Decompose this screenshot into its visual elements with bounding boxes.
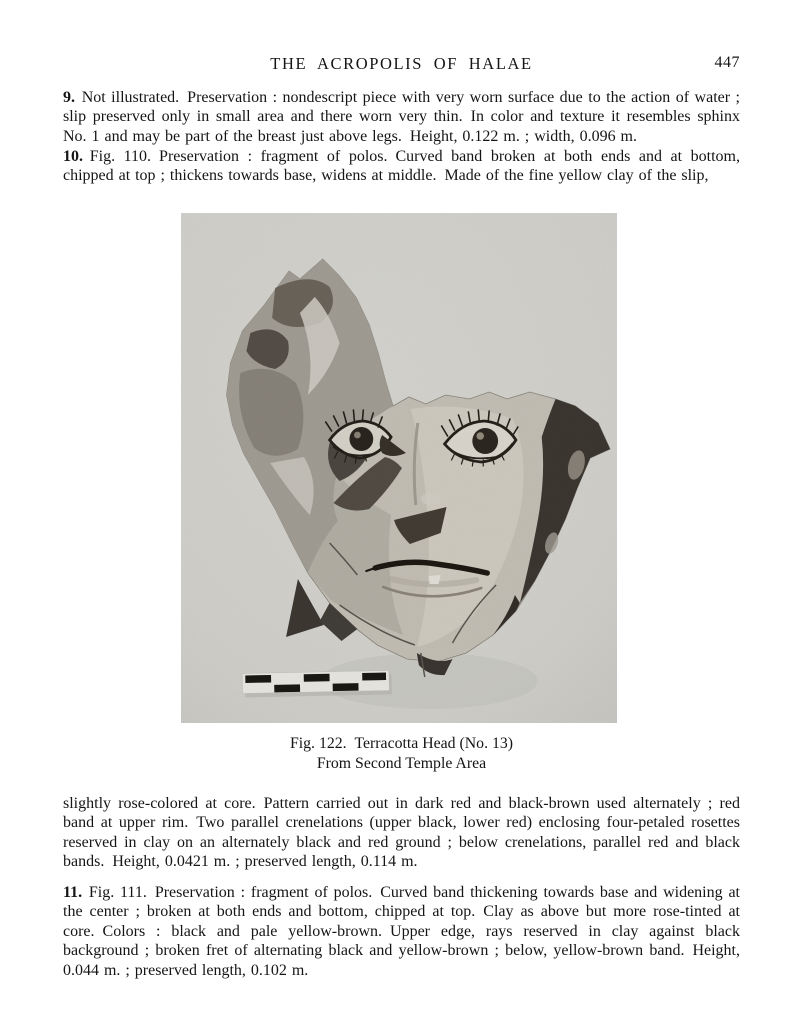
page-title: THE ACROPOLIS OF HALAE xyxy=(270,54,533,73)
figure-caption-line2: From Second Temple Area xyxy=(316,755,487,772)
paragraph-number: 10. xyxy=(63,148,83,165)
figure-caption-line1: Fig. 122. Terracotta Head (No. 13) xyxy=(289,735,514,752)
paragraph-text: slightly rose-colored at core. Pattern carried out in dark red and black-brown used alternately ; red band at upper rim. Two parallel crenelations (upper black, lower red) enclosing four-petaled rosettes reserved in clay on an alternately black and red ground ; below crenelations, parallel red and black bands. Height, 0.0421 m. ; preserved length, 0.114 m. xyxy=(63,795,740,871)
terracotta-head-illustration xyxy=(181,213,617,723)
paragraph-number: 11. xyxy=(63,884,83,901)
paragraph-text: Fig. 110. Preservation : fragment of polos. Curved band broken at both ends and at bottom, chipped at top ; thickens towards base, widens at middle. Made of the fine yellow clay of the slip, xyxy=(63,148,740,185)
paragraph-continuation xyxy=(63,794,740,872)
page-number: 447 xyxy=(714,54,740,71)
paragraph-text: Fig. 111. Preservation : fragment of polos. Curved band thickening towards base and widening at the center ; broken at both ends and bottom, chipped at top. Clay as above but more rose-tinted at core. Colors : black and pale yellow-brown. Upper edge, rays reserved in clay against black background ; broken fret of alternating black and yellow-brown ; below, yellow-brown band. Height, 0.044 m. ; preserved length, 0.102 m. xyxy=(63,884,740,979)
paragraph-text: Not illustrated. Preservation : nondescript piece with very worn surface due to the action of water ; slip preserved only in small area and there worn very thin. In color and texture it resembles sphinx No. 1 and may be part of the breast just above legs. Height, 0.122 m. ; width, 0.096 m. xyxy=(63,89,740,145)
photo-grain xyxy=(181,213,617,723)
figure-caption xyxy=(63,734,740,774)
figure-photo xyxy=(181,213,617,723)
paragraph-entry-10 xyxy=(63,147,740,186)
paragraph-entry-11 xyxy=(63,883,740,980)
running-head xyxy=(63,54,740,76)
paragraph-entry-9 xyxy=(63,88,740,146)
paragraph-number: 9. xyxy=(63,89,75,106)
